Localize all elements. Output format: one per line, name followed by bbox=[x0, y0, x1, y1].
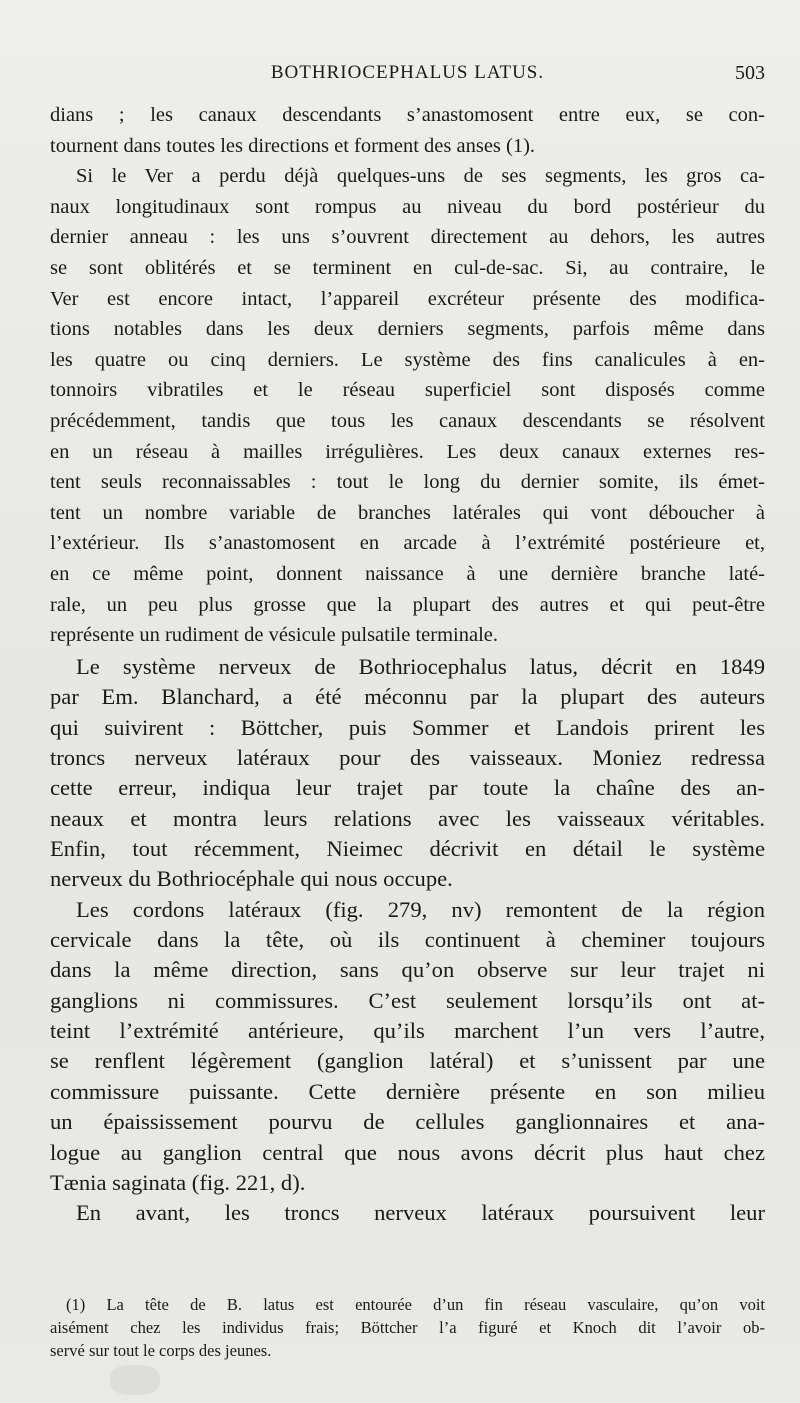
text-line: en un réseau à mailles irrégulières. Les deux canaux externes res- bbox=[50, 440, 765, 463]
text-line: Tænia saginata (fig. 221, d). bbox=[50, 1169, 306, 1195]
paragraph-nervous-system bbox=[50, 652, 765, 1229]
text-line: dernier anneau : les uns s’ouvrent directement au dehors, les autres bbox=[50, 226, 765, 249]
footnote bbox=[50, 1293, 765, 1362]
text-line: Enfin, tout récemment, Nieimec décrivit en détail le système bbox=[50, 836, 765, 862]
text-line: précédemment, tandis que tous les canaux descendants se résolvent bbox=[50, 409, 765, 432]
text-line: l’extérieur. Ils s’anastomosent en arcade à l’extrémité postérieure et, bbox=[50, 532, 765, 555]
text-line: en ce même point, donnent naissance à une dernière branche laté- bbox=[50, 562, 765, 585]
text-line: ganglions ni commissures. C’est seulement lorsqu’ils ont at- bbox=[50, 987, 765, 1013]
text-line: se renflent légèrement (ganglion latéral) et s’unissent par une bbox=[50, 1048, 765, 1074]
text-line: Ver est encore intact, l’appareil excréteur présente des modifica- bbox=[50, 287, 765, 310]
text-line: Les cordons latéraux (fig. 279, nv) remontent de la région bbox=[76, 896, 765, 922]
text-line: rale, un peu plus grosse que la plupart des autres et qui peut-être bbox=[50, 593, 765, 616]
text-line: tonnoirs vibratiles et le réseau superficiel sont disposés comme bbox=[50, 379, 765, 402]
text-line: cette erreur, indiqua leur trajet par toute la chaîne des an- bbox=[50, 775, 765, 801]
text-line: nerveux du Bothriocéphale qui nous occupe. bbox=[50, 866, 453, 892]
text-line: teint l’extrémité antérieure, qu’ils marchent l’un vers l’autre, bbox=[50, 1018, 765, 1044]
text-line: se sont oblitérés et se terminent en cul-de-sac. Si, au contraire, le bbox=[50, 256, 765, 279]
paper-stain bbox=[110, 1365, 160, 1395]
paragraph-excretory-system bbox=[50, 100, 765, 651]
text-line: par Em. Blanchard, a été méconnu par la plupart des auteurs bbox=[50, 684, 765, 710]
text-line: dians ; les canaux descendants s’anastomosent entre eux, se con- bbox=[50, 104, 765, 126]
footnote-line: aisément chez les individus frais; Böttcher l’a figuré et Knoch dit l’avoir ob- bbox=[50, 1318, 765, 1337]
text-line: un épaississement pourvu de cellules ganglionnaires et ana- bbox=[50, 1109, 765, 1135]
text-line: Le système nerveux de Bothriocephalus latus, décrit en 1849 bbox=[76, 654, 765, 679]
text-line: Si le Ver a perdu déjà quelques-uns de ses segments, les gros ca- bbox=[76, 165, 765, 188]
footnote-line: servé sur tout le corps des jeunes. bbox=[50, 1341, 272, 1360]
page-header bbox=[50, 60, 765, 94]
text-line: tournent dans toutes les directions et forment des anses (1). bbox=[50, 134, 536, 157]
footnote-line: (1) La tête de B. latus est entourée d’un fin réseau vasculaire, qu’on voit bbox=[66, 1295, 765, 1314]
text-line: dans la même direction, sans qu’on observe sur leur trajet ni bbox=[50, 957, 765, 983]
text-line: tent seuls reconnaissables : tout le long du dernier somite, ils émet- bbox=[50, 471, 765, 494]
text-line: les quatre ou cinq derniers. Le système des fins canalicules à en- bbox=[50, 348, 765, 371]
running-title: BOTHRIOCEPHALUS LATUS. bbox=[270, 62, 545, 83]
text-line: cervicale dans la tête, où ils continuent à cheminer toujours bbox=[50, 927, 765, 953]
text-line: tions notables dans les deux derniers segments, parfois même dans bbox=[50, 318, 765, 341]
text-line: commissure puissante. Cette dernière présente en son milieu bbox=[50, 1078, 765, 1104]
text-line: En avant, les troncs nerveux latéraux poursuivent leur bbox=[76, 1200, 765, 1226]
text-line: qui suivirent : Böttcher, puis Sommer et Landois prirent les bbox=[50, 714, 765, 740]
text-line: représente un rudiment de vésicule pulsatile terminale. bbox=[50, 624, 498, 647]
page-number: 503 bbox=[735, 62, 765, 84]
text-line: neaux et montra leurs relations avec les vaisseaux véritables. bbox=[50, 805, 765, 831]
text-line: tent un nombre variable de branches latérales qui vont déboucher à bbox=[50, 501, 765, 524]
text-line: logue au ganglion central que nous avons décrit plus haut chez bbox=[50, 1139, 765, 1165]
text-line: naux longitudinaux sont rompus au niveau du bord postérieur du bbox=[50, 195, 765, 218]
text-line: troncs nerveux latéraux pour des vaisseaux. Moniez redressa bbox=[50, 745, 765, 771]
